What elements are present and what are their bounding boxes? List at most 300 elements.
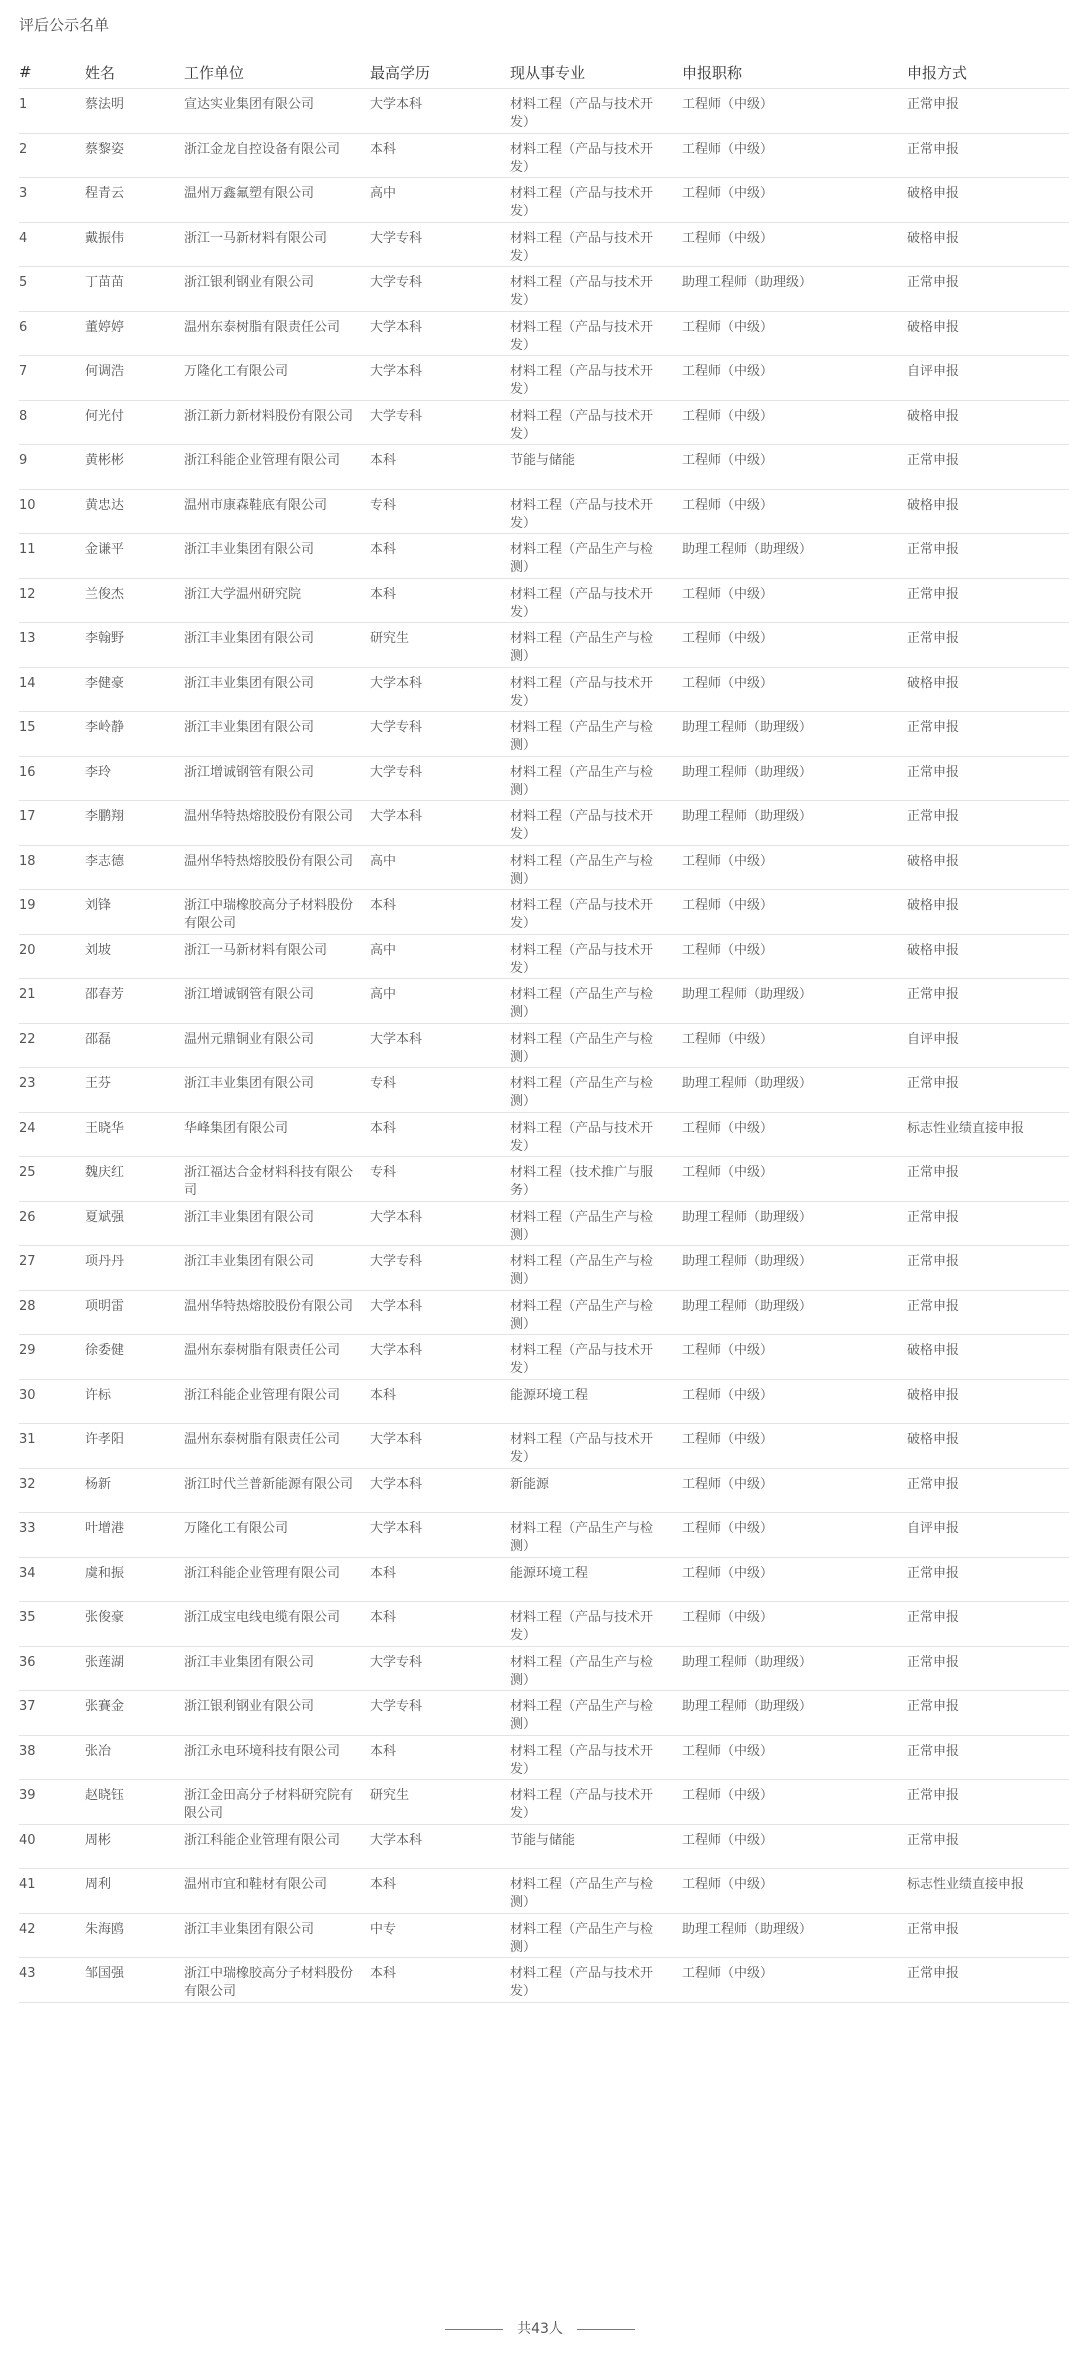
cell-method-text: 正常申报 (907, 1743, 960, 1759)
cell-employer-text: 温州华特热熔胶股份有限公司 (184, 853, 354, 869)
cell-index-text: 43 (19, 1966, 36, 1981)
cell-title (682, 578, 907, 623)
footer-total (0, 2318, 1080, 2338)
cell-title-text: 工程师（中级） (682, 1343, 774, 1358)
table-row (19, 267, 1069, 312)
cell-index (19, 1602, 85, 1647)
table-header-row (19, 56, 1069, 89)
cell-employer-text: 浙江大学温州研究院 (184, 586, 302, 602)
cell-specialty-text: 材料工程（产品与技术开发） (510, 186, 654, 219)
cell-title-text: 助理工程师（助理级） (682, 809, 813, 824)
cell-specialty-text: 能源环境工程 (510, 1387, 589, 1403)
footer-left-rule (445, 2329, 503, 2330)
cell-name (85, 934, 184, 979)
cell-method-text: 正常申报 (907, 1165, 960, 1180)
cell-title (682, 1913, 907, 1958)
cell-title (682, 1646, 907, 1691)
cell-specialty (510, 1068, 682, 1113)
cell-index (19, 623, 85, 668)
cell-index-text: 3 (19, 186, 28, 201)
cell-education-text: 本科 (370, 1966, 397, 1981)
cell-title-text: 助理工程师（助理级） (682, 1076, 813, 1091)
cell-employer-text: 温州市康森鞋底有限公司 (184, 497, 328, 513)
cell-name (85, 801, 184, 846)
cell-method (907, 1468, 1069, 1513)
cell-method (907, 756, 1069, 801)
cell-employer-text: 浙江增诚钢管有限公司 (184, 764, 315, 780)
cell-employer (184, 445, 370, 490)
cell-name-text: 邵春芳 (85, 987, 125, 1002)
cell-name-text: 张冶 (85, 1743, 112, 1759)
cell-index-text: 10 (19, 497, 36, 513)
cell-specialty (510, 890, 682, 935)
cell-name (85, 845, 184, 890)
cell-name-text: 李岭静 (85, 720, 125, 735)
cell-specialty-text: 材料工程（产品与技术开发） (510, 497, 654, 531)
cell-method (907, 1824, 1069, 1869)
cell-method (907, 1780, 1069, 1825)
cell-title-text: 工程师（中级） (682, 1031, 774, 1047)
cell-index-text: 13 (19, 631, 36, 646)
cell-name (85, 1246, 184, 1291)
cell-index (19, 1424, 85, 1469)
cell-title-text: 工程师（中级） (682, 364, 774, 379)
cell-title (682, 1424, 907, 1469)
cell-education (370, 178, 510, 223)
cell-education-text: 大学本科 (370, 1298, 423, 1314)
cell-education-text: 大学本科 (370, 675, 423, 691)
cell-name (85, 979, 184, 1024)
cell-education (370, 890, 510, 935)
cell-title-text: 工程师（中级） (682, 230, 774, 246)
cell-index-text: 20 (19, 942, 36, 958)
cell-method-text: 破格申报 (907, 1387, 960, 1403)
cell-title (682, 1023, 907, 1068)
cell-education-text: 大学本科 (370, 1031, 423, 1047)
cell-index-text: 37 (19, 1699, 36, 1714)
cell-employer (184, 1602, 370, 1647)
cell-name-text: 王晓华 (85, 1120, 125, 1136)
cell-specialty-text: 材料工程（产品与技术开发） (510, 364, 654, 397)
cell-specialty-text: 材料工程（产品生产与检测） (510, 631, 654, 664)
cell-specialty-text: 新能源 (510, 1476, 550, 1492)
cell-index (19, 534, 85, 579)
cell-title-text: 工程师（中级） (682, 1120, 774, 1136)
cell-name (85, 1290, 184, 1335)
cell-method (907, 890, 1069, 935)
cell-method (907, 801, 1069, 846)
cell-specialty-text: 材料工程（产品生产与检测） (510, 987, 654, 1020)
cell-employer-text: 浙江永电环境科技有限公司 (184, 1743, 341, 1759)
cell-education (370, 1691, 510, 1736)
page-title: 评后公示名单 (19, 16, 110, 34)
cell-name-text: 刘锋 (85, 898, 112, 913)
cell-title (682, 1379, 907, 1424)
cell-employer-text: 温州东泰树脂有限责任公司 (184, 1432, 341, 1447)
cell-method (907, 1869, 1069, 1914)
cell-employer (184, 1468, 370, 1513)
cell-specialty (510, 979, 682, 1024)
cell-specialty (510, 1824, 682, 1869)
cell-method (907, 1913, 1069, 1958)
cell-name-text: 虞和振 (85, 1565, 125, 1581)
cell-name-text: 周利 (85, 1877, 112, 1892)
cell-title (682, 1824, 907, 1869)
cell-method-text: 正常申报 (907, 1788, 960, 1803)
cell-education (370, 1157, 510, 1202)
cell-name-text: 张賽金 (85, 1699, 125, 1714)
cell-employer-text: 浙江丰业集团有限公司 (184, 1921, 315, 1937)
cell-specialty-text: 材料工程（产品与技术开发） (510, 586, 654, 620)
cell-method-text: 正常申报 (907, 720, 960, 735)
cell-index (19, 445, 85, 490)
cell-employer (184, 1068, 370, 1113)
cell-method-text: 正常申报 (907, 542, 960, 557)
cell-index-text: 7 (19, 364, 28, 379)
cell-employer (184, 1913, 370, 1958)
table-row (19, 1023, 1069, 1068)
cell-employer-text: 浙江中瑞橡胶高分子材料股份有限公司 (184, 1966, 354, 1999)
cell-education (370, 1023, 510, 1068)
cell-specialty-text: 节能与储能 (510, 453, 576, 468)
cell-specialty-text: 材料工程（产品生产与检测） (510, 1209, 654, 1243)
cell-name-text: 丁苗苗 (85, 275, 125, 290)
cell-name-text: 朱海鸥 (85, 1921, 125, 1937)
cell-specialty (510, 623, 682, 668)
cell-specialty (510, 934, 682, 979)
cell-index (19, 667, 85, 712)
cell-employer (184, 890, 370, 935)
cell-method-text: 正常申报 (907, 1921, 960, 1937)
cell-education (370, 1468, 510, 1513)
cell-specialty-text: 节能与储能 (510, 1832, 576, 1848)
cell-employer-text: 万隆化工有限公司 (184, 364, 289, 379)
table-row (19, 623, 1069, 668)
cell-index (19, 1513, 85, 1558)
cell-index-text: 41 (19, 1877, 36, 1892)
cell-method (907, 356, 1069, 401)
cell-method-text: 破格申报 (907, 898, 960, 913)
cell-title (682, 712, 907, 757)
cell-specialty-text: 材料工程（产品与技术开发） (510, 1788, 654, 1821)
cell-employer-text: 浙江一马新材料有限公司 (184, 230, 328, 246)
cell-education-text: 本科 (370, 1387, 397, 1403)
cell-education-text: 大学本科 (370, 1521, 423, 1536)
cell-method (907, 133, 1069, 178)
cell-employer-text: 万隆化工有限公司 (184, 1521, 289, 1536)
cell-title (682, 1157, 907, 1202)
cell-method-text: 正常申报 (907, 1966, 960, 1981)
cell-name-text: 赵晓钰 (85, 1788, 125, 1803)
cell-index-text: 9 (19, 453, 28, 468)
cell-employer (184, 1958, 370, 2003)
cell-title (682, 801, 907, 846)
cell-name-text: 周彬 (85, 1832, 112, 1848)
cell-method (907, 578, 1069, 623)
cell-name (85, 1646, 184, 1691)
cell-method (907, 1335, 1069, 1380)
cell-title-text: 助理工程师（助理级） (682, 275, 813, 290)
total-count: 共43人 (517, 2321, 563, 2337)
cell-name-text: 兰俊杰 (85, 586, 125, 602)
table-row (19, 578, 1069, 623)
cell-index-text: 5 (19, 275, 28, 290)
cell-index (19, 311, 85, 356)
cell-employer (184, 1646, 370, 1691)
cell-index-text: 27 (19, 1254, 36, 1269)
cell-employer (184, 578, 370, 623)
cell-index (19, 1112, 85, 1157)
cell-method (907, 267, 1069, 312)
cell-specialty (510, 1557, 682, 1602)
cell-method (907, 445, 1069, 490)
table-row (19, 445, 1069, 490)
cell-specialty (510, 1602, 682, 1647)
cell-education (370, 489, 510, 534)
cell-employer-text: 浙江丰业集团有限公司 (184, 720, 315, 735)
cell-education (370, 712, 510, 757)
cell-employer-text: 浙江成宝电线电缆有限公司 (184, 1610, 341, 1625)
cell-name-text: 蔡法明 (85, 97, 125, 112)
cell-index (19, 1379, 85, 1424)
cell-employer-text: 浙江新力新材料股份有限公司 (184, 408, 354, 424)
cell-employer-text: 浙江银利钢业有限公司 (184, 275, 315, 290)
cell-education-text: 高中 (370, 186, 397, 201)
cell-education-text: 专科 (370, 497, 397, 513)
cell-employer (184, 1691, 370, 1736)
cell-education-text: 大学本科 (370, 97, 423, 112)
cell-index (19, 1023, 85, 1068)
table-row (19, 1780, 1069, 1825)
cell-specialty (510, 178, 682, 223)
cell-education (370, 1068, 510, 1113)
cell-education-text: 大学专科 (370, 275, 423, 290)
table-row (19, 356, 1069, 401)
cell-index-text: 32 (19, 1476, 36, 1492)
cell-index (19, 222, 85, 267)
table-row (19, 667, 1069, 712)
cell-employer-text: 温州华特热熔胶股份有限公司 (184, 1298, 354, 1314)
cell-employer (184, 1780, 370, 1825)
cell-name (85, 1379, 184, 1424)
cell-name-text: 项明雷 (85, 1298, 125, 1314)
cell-index (19, 578, 85, 623)
cell-education (370, 133, 510, 178)
cell-method (907, 1246, 1069, 1291)
cell-education-text: 大学专科 (370, 1254, 423, 1269)
cell-title-text: 工程师（中级） (682, 1476, 774, 1492)
cell-index (19, 1157, 85, 1202)
cell-title (682, 489, 907, 534)
cell-employer (184, 712, 370, 757)
cell-name-text: 杨新 (85, 1476, 112, 1492)
cell-specialty (510, 222, 682, 267)
cell-index (19, 178, 85, 223)
cell-index-text: 39 (19, 1788, 36, 1803)
cell-education (370, 1379, 510, 1424)
cell-name (85, 1958, 184, 2003)
cell-method-text: 正常申报 (907, 1610, 960, 1625)
cell-index-text: 35 (19, 1610, 36, 1625)
table-row (19, 1513, 1069, 1558)
cell-name-text: 张俊豪 (85, 1610, 125, 1625)
cell-employer (184, 845, 370, 890)
table-row (19, 489, 1069, 534)
table-row (19, 1691, 1069, 1736)
cell-title (682, 267, 907, 312)
cell-title-text: 工程师（中级） (682, 1832, 774, 1848)
cell-title (682, 1735, 907, 1780)
cell-education-text: 专科 (370, 1076, 397, 1091)
cell-employer (184, 1246, 370, 1291)
cell-specialty (510, 489, 682, 534)
cell-name (85, 534, 184, 579)
cell-education (370, 1958, 510, 2003)
cell-name (85, 1735, 184, 1780)
cell-education-text: 高中 (370, 942, 397, 958)
table-row (19, 222, 1069, 267)
cell-index (19, 712, 85, 757)
cell-name-text: 李翰野 (85, 631, 125, 646)
cell-employer (184, 979, 370, 1024)
cell-education (370, 356, 510, 401)
table-row (19, 1735, 1069, 1780)
cell-education-text: 研究生 (370, 1788, 410, 1803)
table-row (19, 400, 1069, 445)
cell-specialty-text: 材料工程（产品生产与检测） (510, 1699, 654, 1732)
cell-name-text: 黄忠达 (85, 497, 125, 513)
cell-index-text: 34 (19, 1565, 36, 1581)
cell-education-text: 大学专科 (370, 764, 423, 780)
cell-education-text: 大学专科 (370, 720, 423, 735)
cell-specialty-text: 材料工程（产品生产与检测） (510, 720, 654, 753)
cell-specialty-text: 材料工程（产品与技术开发） (510, 942, 654, 976)
cell-name-text: 徐委健 (85, 1343, 125, 1358)
cell-index-text: 30 (19, 1387, 36, 1403)
cell-method (907, 534, 1069, 579)
cell-education (370, 1735, 510, 1780)
cell-method-text: 破格申报 (907, 1432, 960, 1447)
cell-name (85, 133, 184, 178)
cell-title (682, 534, 907, 579)
cell-name (85, 1824, 184, 1869)
cell-title (682, 445, 907, 490)
cell-title (682, 222, 907, 267)
cell-name (85, 1157, 184, 1202)
cell-employer-text: 宣达实业集团有限公司 (184, 97, 315, 112)
cell-method (907, 311, 1069, 356)
cell-name (85, 1602, 184, 1647)
cell-title-text: 助理工程师（助理级） (682, 1254, 813, 1269)
cell-specialty (510, 1335, 682, 1380)
cell-index (19, 1201, 85, 1246)
cell-method-text: 破格申报 (907, 675, 960, 691)
cell-specialty-text: 材料工程（产品与技术开发） (510, 319, 654, 353)
cell-title-text: 工程师（中级） (682, 675, 774, 691)
table-row (19, 1602, 1069, 1647)
cell-method (907, 1379, 1069, 1424)
cell-index (19, 1468, 85, 1513)
cell-education-text: 本科 (370, 586, 397, 602)
table-row (19, 1379, 1069, 1424)
cell-index-text: 18 (19, 853, 36, 869)
cell-title (682, 1290, 907, 1335)
cell-specialty-text: 材料工程（产品与技术开发） (510, 141, 654, 175)
cell-education-text: 本科 (370, 453, 397, 468)
cell-index-text: 28 (19, 1298, 36, 1314)
cell-specialty (510, 1246, 682, 1291)
cell-employer (184, 133, 370, 178)
cell-title (682, 934, 907, 979)
cell-index-text: 26 (19, 1209, 36, 1225)
cell-employer (184, 1513, 370, 1558)
cell-index (19, 1068, 85, 1113)
cell-title (682, 623, 907, 668)
cell-specialty (510, 1735, 682, 1780)
cell-education (370, 1424, 510, 1469)
cell-name (85, 1112, 184, 1157)
cell-specialty-text: 材料工程（产品与技术开发） (510, 809, 654, 842)
cell-employer-text: 浙江科能企业管理有限公司 (184, 1565, 341, 1581)
cell-title-text: 工程师（中级） (682, 898, 774, 913)
cell-index (19, 267, 85, 312)
table-row (19, 756, 1069, 801)
cell-education-text: 本科 (370, 1610, 397, 1625)
table-row (19, 1424, 1069, 1469)
cell-title (682, 133, 907, 178)
cell-employer-text: 温州元鼎铜业有限公司 (184, 1031, 315, 1047)
cell-specialty-text: 材料工程（产品与技术开发） (510, 1743, 654, 1777)
cell-title-text: 工程师（中级） (682, 1788, 774, 1803)
col-header-title: 申报职称 (682, 56, 907, 89)
cell-index (19, 1691, 85, 1736)
cell-name-text: 邹国强 (85, 1966, 125, 1981)
cell-specialty-text: 材料工程（产品与技术开发） (510, 1343, 654, 1376)
table-row (19, 1335, 1069, 1380)
table-row (19, 979, 1069, 1024)
cell-employer (184, 400, 370, 445)
cell-name (85, 712, 184, 757)
cell-title-text: 助理工程师（助理级） (682, 1921, 813, 1937)
cell-title (682, 1602, 907, 1647)
cell-education (370, 534, 510, 579)
cell-index (19, 1335, 85, 1380)
cell-method (907, 1735, 1069, 1780)
cell-index (19, 1290, 85, 1335)
cell-specialty-text: 材料工程（产品生产与检测） (510, 764, 654, 798)
cell-name (85, 1780, 184, 1825)
cell-education-text: 本科 (370, 1877, 397, 1892)
cell-index-text: 22 (19, 1031, 36, 1047)
cell-method-text: 破格申报 (907, 1343, 960, 1358)
cell-index-text: 40 (19, 1832, 36, 1848)
cell-education (370, 979, 510, 1024)
cell-name (85, 400, 184, 445)
cell-method (907, 845, 1069, 890)
cell-title-text: 工程师（中级） (682, 1610, 774, 1625)
cell-method-text: 正常申报 (907, 764, 960, 780)
cell-employer-text: 浙江增诚钢管有限公司 (184, 987, 315, 1002)
cell-education-text: 专科 (370, 1165, 397, 1180)
cell-index (19, 1557, 85, 1602)
cell-employer-text: 华峰集团有限公司 (184, 1120, 289, 1136)
cell-employer-text: 浙江金田高分子材料研究院有限公司 (184, 1788, 354, 1821)
cell-title-text: 工程师（中级） (682, 1565, 774, 1581)
cell-education-text: 大学专科 (370, 1654, 423, 1670)
cell-education (370, 667, 510, 712)
col-header-name: 姓名 (85, 56, 184, 89)
cell-method (907, 489, 1069, 534)
